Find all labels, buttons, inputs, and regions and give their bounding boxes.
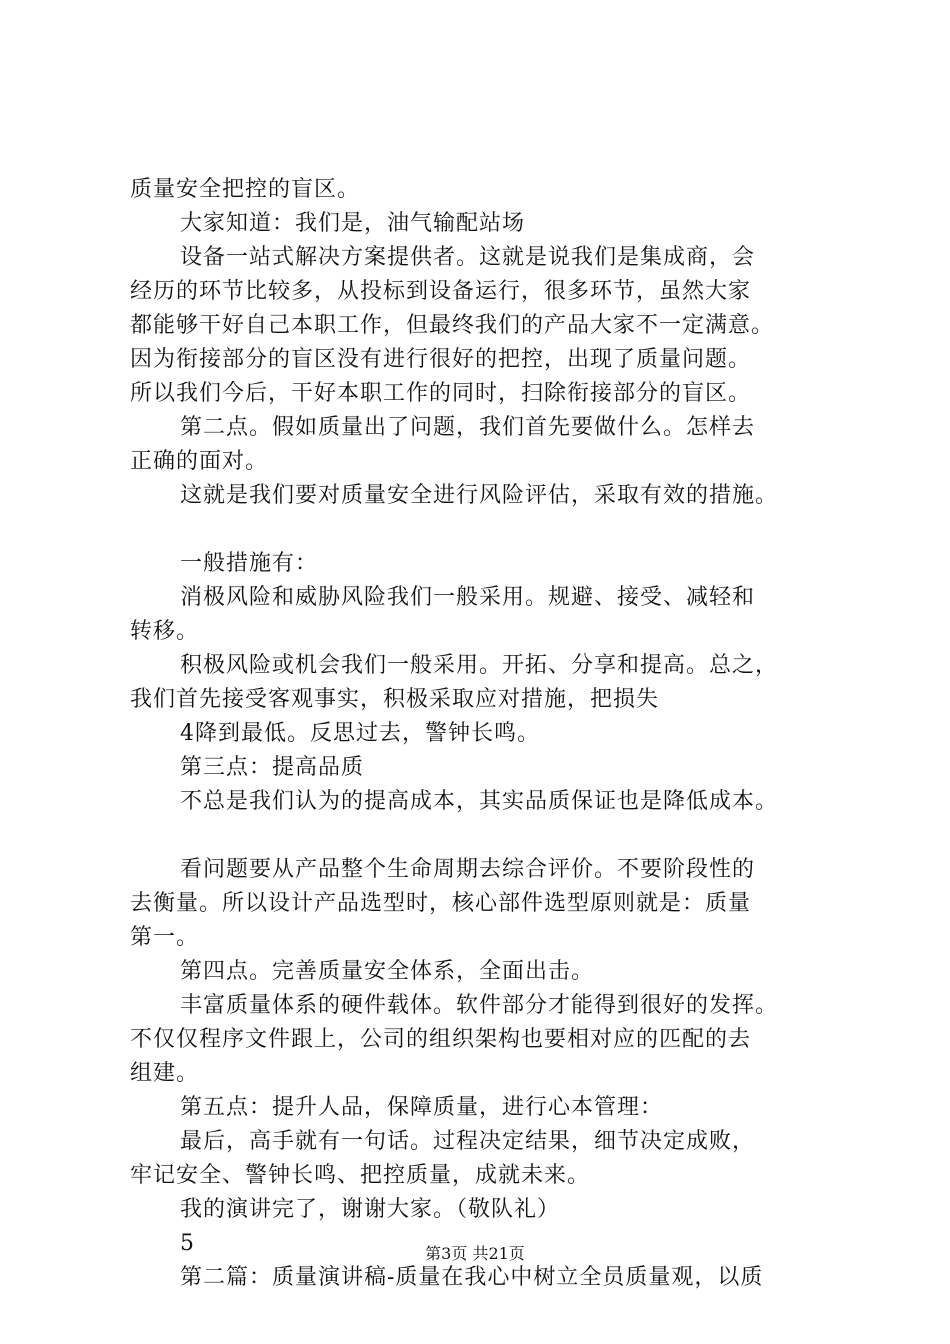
text-line: 质量安全把控的盲区。 — [130, 177, 361, 202]
text-line: 我们首先接受客观事实，积极采取应对措施，把损失 — [130, 687, 660, 712]
text-line: 正确的面对。 — [130, 449, 269, 474]
text-line: 设备一站式解决方案提供者。这就是说我们是集成商，会 — [180, 245, 756, 270]
text-line: 第四点。完善质量安全体系，全面出击。 — [180, 959, 595, 984]
document-body — [130, 173, 840, 1295]
text-line: 组建。 — [130, 1061, 200, 1086]
text-line: 转移。 — [130, 619, 200, 644]
blank-line — [130, 819, 840, 853]
text-line: 第二篇：质量演讲稿-质量在我心中树立全员质量观，以质 — [180, 1265, 764, 1290]
page-number-marker: 5 — [180, 1231, 195, 1256]
text-line: 所以我们今后，干好本职工作的同时，扫除衔接部分的盲区。 — [130, 381, 752, 406]
text-line: 经历的环节比较多，从投标到设备运行，很多环节，虽然大家 — [130, 279, 752, 304]
text-line: 消极风险和威胁风险我们一般采用。规避、接受、减轻和 — [180, 585, 756, 610]
text-line: 丰富质量体系的硬件载体。软件部分才能得到很好的发挥。 — [180, 993, 779, 1018]
text-line: 牢记安全、警钟长鸣、把控质量，成就未来。 — [130, 1163, 591, 1188]
text-line: 大家知道：我们是，油气输配站场 — [180, 211, 526, 236]
blank-line — [130, 513, 840, 547]
text-line: 看问题要从产品整个生命周期去综合评价。不要阶段性的 — [180, 857, 756, 882]
text-line: 我的演讲完了，谢谢大家。（敬队礼） — [180, 1197, 561, 1222]
page-footer: 第3页 共21页 — [425, 1244, 525, 1263]
text-line: 积极风险或机会我们一般采用。开拓、分享和提高。总之， — [180, 653, 779, 678]
text-line: 不仅仅程序文件跟上，公司的组织架构也要相对应的匹配的去 — [130, 1027, 752, 1052]
text-line: 最后，高手就有一句话。过程决定结果，细节决定成败， — [180, 1129, 756, 1154]
text-line: 一般措施有： — [180, 551, 319, 576]
text-line: 这就是我们要对质量安全进行风险评估，采取有效的措施。 — [180, 483, 779, 508]
text-line: 不总是我们认为的提高成本，其实品质保证也是降低成本。 — [180, 789, 779, 814]
text-line: 第一。 — [130, 925, 200, 950]
text-line: 因为衔接部分的盲区没有进行很好的把控，出现了质量问题。 — [130, 347, 752, 372]
text-line: 第五点：提升人品，保障质量，进行心本管理： — [180, 1095, 664, 1120]
text-line: 都能够干好自己本职工作，但最终我们的产品大家不一定满意。 — [130, 313, 775, 338]
text-line: 去衡量。所以设计产品选型时，核心部件选型原则就是：质量 — [130, 891, 752, 916]
text-line: 4降到最低。反思过去，警钟长鸣。 — [180, 721, 540, 746]
text-line: 第三点：提高品质 — [180, 755, 365, 780]
text-line: 第二点。假如质量出了问题，我们首先要做什么。怎样去 — [180, 415, 756, 440]
